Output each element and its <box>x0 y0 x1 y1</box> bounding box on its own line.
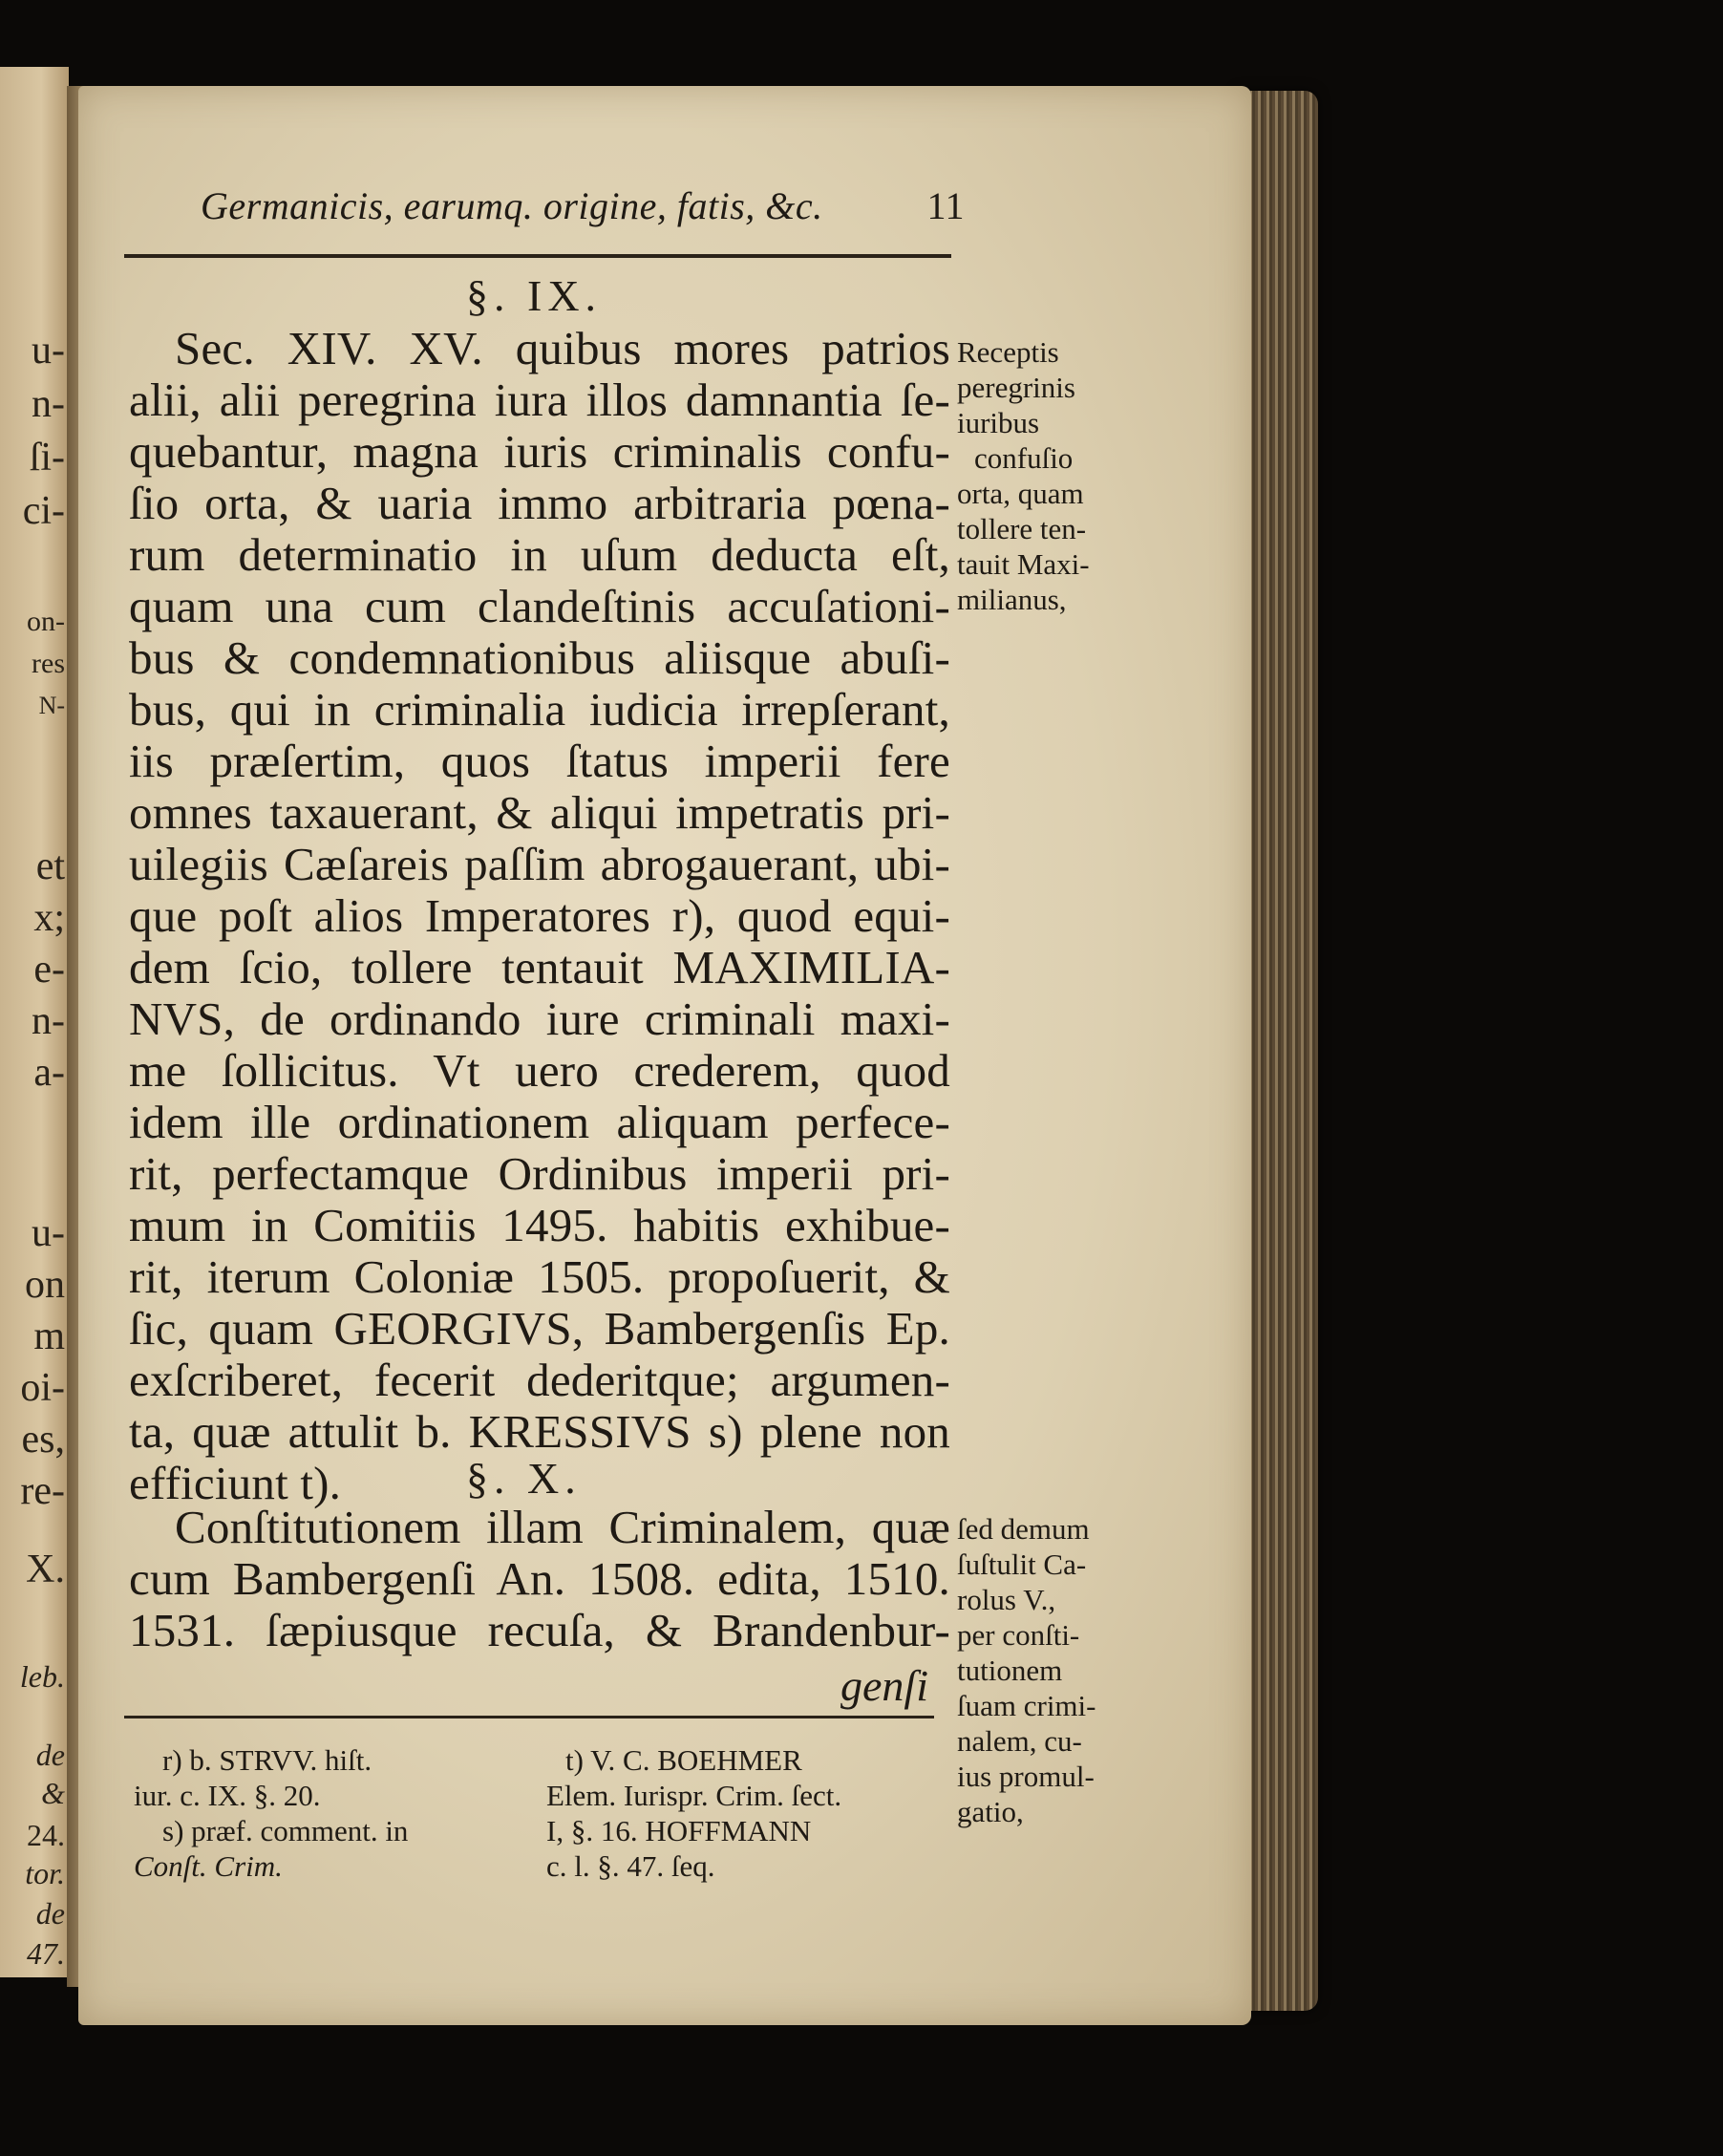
text-line: quam una cum clandeſtinis accuſationi- <box>129 580 950 632</box>
footnote-line: t) V. C. BOEHMER <box>565 1743 802 1777</box>
text-line: ſic, quam GEORGIVS, Bambergenſis Ep. <box>129 1302 950 1355</box>
left-fragment: on <box>25 1263 65 1307</box>
left-fragment: ſi- <box>29 436 65 480</box>
text-line: alii, alii peregrina iura illos damnantia ſe- <box>129 374 950 426</box>
text-line: NVS, de ordinando iure criminali maxi- <box>129 993 950 1045</box>
left-fragment: re- <box>20 1469 65 1513</box>
text-line: rit, iterum Coloniæ 1505. propoſuerit, & <box>129 1250 950 1303</box>
footnote-line: iur. c. IX. §. 20. <box>134 1779 321 1812</box>
left-fragment: & <box>41 1776 65 1810</box>
left-fragment: on- <box>27 606 65 637</box>
margin-note-line: tauit Maxi- <box>957 547 1090 581</box>
margin-note-sed-demum <box>957 1511 1153 1829</box>
section-heading-x: §. X. <box>466 1454 582 1503</box>
section-x-text <box>129 1502 950 1656</box>
left-fragment: de <box>35 1738 65 1772</box>
margin-note-line: peregrinis <box>957 371 1075 404</box>
footnote-line: c. l. §. 47. ſeq. <box>546 1849 715 1883</box>
left-fragment: X. <box>26 1548 65 1591</box>
text-line: omnes taxauerant, & aliqui impetratis pri- <box>129 786 950 839</box>
text-line: rit, perfectamque Ordinibus imperii pri- <box>129 1147 950 1200</box>
margin-note-line: ſuam crimi- <box>957 1689 1096 1722</box>
footnote-rule <box>124 1716 934 1718</box>
left-fragment: a- <box>33 1051 65 1095</box>
left-fragment: 24. <box>27 1818 65 1852</box>
margin-note-line: milianus, <box>957 583 1067 616</box>
left-fragment: n- <box>32 999 65 1043</box>
text-line: me ſollicitus. Vt uero crederem, quod <box>129 1044 950 1097</box>
left-fragment: 47. <box>27 1936 65 1971</box>
section-heading-ix: §. IX. <box>466 271 603 320</box>
margin-note-line: ſed demum <box>957 1512 1090 1546</box>
text-line: idem ille ordinationem aliquam perfece- <box>129 1096 950 1148</box>
text-line: mum in Comitiis 1495. habitis exhibue- <box>129 1199 950 1251</box>
margin-note-receptis <box>957 334 1153 617</box>
left-fragment: u- <box>32 1211 65 1255</box>
margin-note-line: ius promul- <box>957 1760 1095 1793</box>
text-line: ſio orta, & uaria immo arbitraria pœna- <box>129 477 950 529</box>
text-line: rum determinatio in uſum deducta eſt, <box>129 528 950 581</box>
running-head-title: Germanicis, earumq. origine, fatis, &c. <box>201 184 823 227</box>
margin-note-line: Receptis <box>957 335 1059 369</box>
left-fragment: de <box>35 1896 65 1931</box>
footnotes-right <box>546 1742 947 1884</box>
text-line: Sec. XIV. XV. quibus mores patrios <box>175 322 950 374</box>
left-fragment: leb. <box>19 1659 65 1694</box>
text-line: cum Bambergenſi An. 1508. edita, 1510. <box>129 1552 950 1605</box>
text-line: Conſtitutionem illam Criminalem, quæ <box>175 1501 950 1553</box>
left-fragment: oi- <box>20 1366 65 1410</box>
text-line: iis præſertim, quos ſtatus imperii fere <box>129 735 950 787</box>
footnote-line: I, §. 16. HOFFMANN <box>546 1814 812 1847</box>
footnote-line: r) b. STRVV. hiſt. <box>162 1743 372 1777</box>
margin-note-line: tollere ten- <box>957 512 1087 545</box>
left-fragment: ci- <box>22 489 65 533</box>
margin-note-line: confuſio <box>974 441 1074 475</box>
text-line: ta, quæ attulit b. KRESSIVS s) plene non <box>129 1405 950 1458</box>
left-fragment: et <box>35 844 65 888</box>
margin-note-line: ſuſtulit Ca- <box>957 1548 1087 1581</box>
text-line: bus, qui in criminalia iudicia irrepſerant, <box>129 683 950 736</box>
text-line: quebantur, magna iuris criminalis confu- <box>129 425 950 478</box>
text-line: dem ſcio, tollere tentauit MAXIMILIA- <box>129 941 950 993</box>
text-line: bus & condemnationibus aliisque abuſi- <box>129 631 950 684</box>
page-number: 11 <box>926 184 965 227</box>
footnote-line: Conſt. Crim. <box>134 1849 283 1883</box>
footnotes-left <box>134 1742 516 1884</box>
left-fragment: res <box>32 648 65 679</box>
margin-note-line: iuribus <box>957 406 1040 439</box>
margin-note-line: nalem, cu- <box>957 1724 1082 1758</box>
left-fragment: n- <box>32 382 65 426</box>
margin-note-line: rolus V., <box>957 1583 1056 1616</box>
text-line: uilegiis Cæſareis paſſim abrogauerant, ubi- <box>129 838 950 890</box>
catchword: genſi <box>840 1661 928 1710</box>
left-fragment: m <box>33 1314 65 1358</box>
text-line: efficiunt t). <box>129 1457 342 1509</box>
left-fragment: x; <box>33 896 65 940</box>
header-rule <box>124 254 951 258</box>
margin-note-line: orta, quam <box>957 477 1084 510</box>
margin-note-line: tutionem <box>957 1654 1063 1687</box>
left-page-edge <box>0 67 69 1977</box>
left-fragment: tor. <box>25 1856 65 1890</box>
footnote-line: s) præf. comment. in <box>162 1814 409 1847</box>
section-ix-text <box>129 323 950 1509</box>
running-head <box>201 183 965 229</box>
text-line: 1531. ſæpiusque recuſa, & Brandenbur- <box>129 1604 950 1656</box>
text-line: exſcriberet, fecerit dederitque; argumen- <box>129 1354 950 1406</box>
margin-note-line: per conſti- <box>957 1618 1080 1652</box>
footnote-line: Elem. Iurispr. Crim. ſect. <box>546 1779 842 1812</box>
margin-note-line: gatio, <box>957 1795 1024 1828</box>
text-line: que poſt alios Imperatores r), quod equi- <box>129 889 950 942</box>
left-fragment: e- <box>33 948 65 992</box>
left-fragment: es, <box>21 1418 65 1462</box>
left-fragment: u- <box>32 329 65 373</box>
left-fragment: N- <box>38 692 65 719</box>
